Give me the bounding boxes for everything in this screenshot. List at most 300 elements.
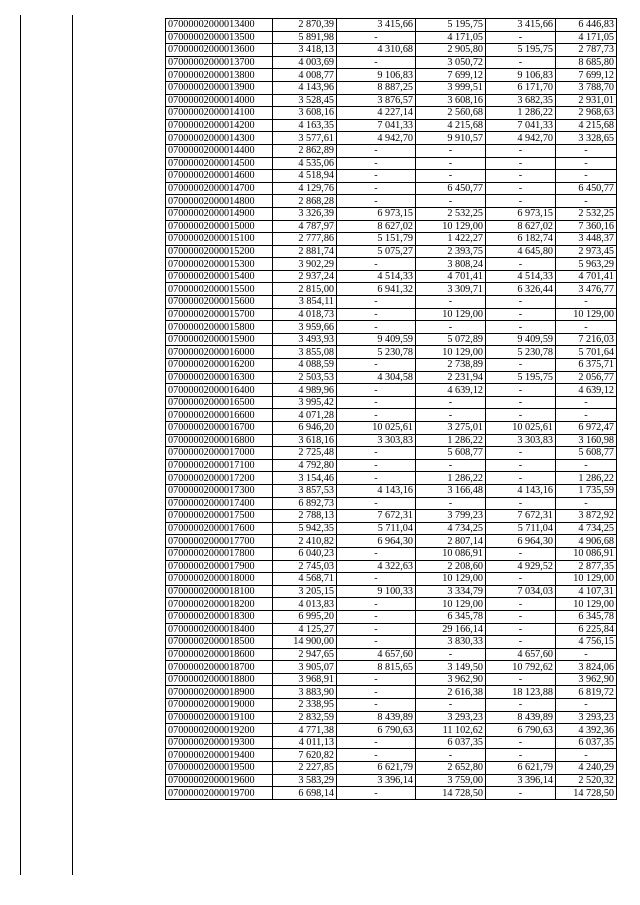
value-cell: 14 728,50 — [556, 787, 617, 800]
value-cell: 6 698,14 — [273, 787, 337, 800]
value-cell: 5 195,75 — [486, 371, 556, 384]
table-row — [166, 333, 617, 346]
table-row — [166, 308, 617, 321]
value-cell: 7 041,33 — [486, 119, 556, 132]
value-cell: 2 881,74 — [273, 245, 337, 258]
value-cell: 6 345,78 — [556, 610, 617, 623]
value-cell: - — [486, 610, 556, 623]
value-cell: 4 906,68 — [556, 535, 617, 548]
value-cell: 5 230,78 — [486, 346, 556, 359]
value-cell: 2 787,73 — [556, 44, 617, 57]
value-cell: 4 163,35 — [273, 119, 337, 132]
table-row — [166, 245, 617, 258]
value-cell: 4 171,05 — [556, 31, 617, 44]
value-cell: 2 937,24 — [273, 270, 337, 283]
value-cell: 8 439,89 — [486, 711, 556, 724]
table-row — [166, 283, 617, 296]
value-cell: - — [337, 749, 416, 762]
value-cell: 7 699,12 — [556, 69, 617, 82]
value-cell: 4 701,41 — [416, 270, 486, 283]
table-row — [166, 472, 617, 485]
value-cell: 2 410,82 — [273, 535, 337, 548]
value-cell: 6 040,23 — [273, 547, 337, 560]
value-cell: 6 171,70 — [486, 81, 556, 94]
value-cell: 3 876,57 — [337, 94, 416, 107]
row-code-cell: 07000002000018500 — [166, 636, 273, 649]
value-cell: - — [486, 673, 556, 686]
table-row — [166, 484, 617, 497]
value-cell: 2 520,32 — [556, 774, 617, 787]
value-cell: - — [486, 598, 556, 611]
value-cell: 2 870,39 — [273, 19, 337, 32]
value-cell: - — [337, 610, 416, 623]
value-cell: - — [337, 623, 416, 636]
value-cell: 4 071,28 — [273, 409, 337, 422]
value-cell: 4 013,83 — [273, 598, 337, 611]
value-cell: 10 129,00 — [416, 573, 486, 586]
value-cell: 3 396,14 — [337, 774, 416, 787]
value-cell: - — [337, 308, 416, 321]
row-code-cell: 07000002000017500 — [166, 510, 273, 523]
value-cell: - — [486, 409, 556, 422]
row-code-cell: 07000002000017900 — [166, 560, 273, 573]
value-cell: - — [337, 31, 416, 44]
value-cell: - — [416, 459, 486, 472]
row-code-cell: 07000002000014600 — [166, 170, 273, 183]
row-code-cell: 07000002000013400 — [166, 19, 273, 32]
row-code-cell: 07000002000014500 — [166, 157, 273, 170]
value-cell: 2 807,14 — [416, 535, 486, 548]
row-code-cell: 07000002000018200 — [166, 598, 273, 611]
value-cell: 6 972,47 — [556, 422, 617, 435]
value-cell: 10 129,00 — [416, 220, 486, 233]
row-code-cell: 07000002000017400 — [166, 497, 273, 510]
value-cell: - — [556, 409, 617, 422]
value-cell: 4 734,25 — [416, 522, 486, 535]
table-row — [166, 170, 617, 183]
value-cell: - — [486, 749, 556, 762]
value-cell: 8 685,80 — [556, 56, 617, 69]
value-cell: - — [337, 396, 416, 409]
value-cell: 2 738,89 — [416, 359, 486, 372]
value-cell: 6 964,30 — [337, 535, 416, 548]
table-row — [166, 610, 617, 623]
value-cell: 4 657,60 — [486, 648, 556, 661]
value-cell: 2 208,60 — [416, 560, 486, 573]
value-cell: 3 682,35 — [486, 94, 556, 107]
value-cell: 14 728,50 — [416, 787, 486, 800]
value-cell: - — [337, 321, 416, 334]
row-code-cell: 07000002000017200 — [166, 472, 273, 485]
table-row — [166, 724, 617, 737]
value-cell: - — [416, 170, 486, 183]
value-cell: 8 627,02 — [337, 220, 416, 233]
value-cell: 3 149,50 — [416, 661, 486, 674]
value-cell: 6 819,72 — [556, 686, 617, 699]
value-cell: - — [416, 144, 486, 157]
value-cell: - — [416, 195, 486, 208]
value-cell: 7 216,03 — [556, 333, 617, 346]
table-row — [166, 207, 617, 220]
value-cell: 10 086,91 — [416, 547, 486, 560]
row-code-cell: 07000002000018800 — [166, 673, 273, 686]
value-cell: - — [337, 144, 416, 157]
value-cell: 3 293,23 — [416, 711, 486, 724]
value-cell: 3 293,23 — [556, 711, 617, 724]
value-cell: - — [486, 636, 556, 649]
row-code-cell: 07000002000013600 — [166, 44, 273, 57]
table-row — [166, 220, 617, 233]
value-cell: - — [337, 686, 416, 699]
table-row — [166, 762, 617, 775]
value-cell: 6 375,71 — [556, 359, 617, 372]
value-cell: - — [337, 170, 416, 183]
table-row — [166, 673, 617, 686]
table-row — [166, 623, 617, 636]
value-cell: - — [556, 699, 617, 712]
value-cell: 3 583,29 — [273, 774, 337, 787]
row-code-cell: 07000002000013500 — [166, 31, 273, 44]
value-cell: 7 034,03 — [486, 585, 556, 598]
table-row — [166, 736, 617, 749]
value-cell: 3 830,33 — [416, 636, 486, 649]
value-cell: - — [337, 258, 416, 271]
value-cell: 10 025,61 — [337, 422, 416, 435]
value-cell: - — [337, 472, 416, 485]
table-row — [166, 182, 617, 195]
row-code-cell: 07000002000014200 — [166, 119, 273, 132]
value-cell: 4 657,60 — [337, 648, 416, 661]
value-cell: 3 618,16 — [273, 434, 337, 447]
value-cell: 4 639,12 — [416, 384, 486, 397]
value-cell: 4 143,96 — [273, 81, 337, 94]
value-cell: 10 129,00 — [556, 598, 617, 611]
value-cell: 5 711,04 — [486, 522, 556, 535]
table-row — [166, 396, 617, 409]
table-row — [166, 409, 617, 422]
value-cell: 5 711,04 — [337, 522, 416, 535]
value-cell: 4 008,77 — [273, 69, 337, 82]
value-cell: 4 514,33 — [486, 270, 556, 283]
row-code-cell: 07000002000017600 — [166, 522, 273, 535]
value-cell: 2 725,48 — [273, 447, 337, 460]
value-cell: - — [486, 258, 556, 271]
table-row — [166, 31, 617, 44]
table-row — [166, 44, 617, 57]
value-cell: - — [486, 736, 556, 749]
value-cell: - — [556, 648, 617, 661]
value-cell: 10 129,00 — [416, 346, 486, 359]
table-row — [166, 585, 617, 598]
value-cell: 7 041,33 — [337, 119, 416, 132]
value-cell: - — [486, 396, 556, 409]
value-cell: 2 973,45 — [556, 245, 617, 258]
value-cell: 2 877,35 — [556, 560, 617, 573]
value-cell: 2 393,75 — [416, 245, 486, 258]
value-cell: 3 050,72 — [416, 56, 486, 69]
value-cell: 3 160,98 — [556, 434, 617, 447]
value-cell: 3 759,00 — [416, 774, 486, 787]
row-code-cell: 07000002000015000 — [166, 220, 273, 233]
table-row — [166, 661, 617, 674]
value-cell: 5 075,27 — [337, 245, 416, 258]
value-cell: - — [486, 384, 556, 397]
value-cell: - — [556, 170, 617, 183]
row-code-cell: 07000002000016800 — [166, 434, 273, 447]
value-cell: 5 072,89 — [416, 333, 486, 346]
value-cell: 5 195,75 — [416, 19, 486, 32]
value-cell: - — [337, 409, 416, 422]
value-cell: 2 931,01 — [556, 94, 617, 107]
table-row — [166, 157, 617, 170]
row-code-cell: 07000002000018900 — [166, 686, 273, 699]
table-row — [166, 459, 617, 472]
value-cell: - — [486, 787, 556, 800]
row-code-cell: 07000002000015900 — [166, 333, 273, 346]
row-code-cell: 07000002000015200 — [166, 245, 273, 258]
value-cell: - — [337, 359, 416, 372]
value-cell: 3 902,29 — [273, 258, 337, 271]
table-row — [166, 195, 617, 208]
value-cell: - — [337, 636, 416, 649]
table-row — [166, 296, 617, 309]
value-cell: 4 756,15 — [556, 636, 617, 649]
value-cell: 2 231,94 — [416, 371, 486, 384]
value-cell: 3 275,01 — [416, 422, 486, 435]
value-cell: 11 102,62 — [416, 724, 486, 737]
value-cell: 4 771,38 — [273, 724, 337, 737]
value-cell: - — [486, 497, 556, 510]
value-cell: - — [416, 396, 486, 409]
table-row — [166, 270, 617, 283]
value-cell: 8 887,25 — [337, 81, 416, 94]
value-cell: 2 338,95 — [273, 699, 337, 712]
value-cell: 3 303,83 — [337, 434, 416, 447]
value-cell: 10 086,91 — [556, 547, 617, 560]
row-code-cell: 07000002000014700 — [166, 182, 273, 195]
value-cell: 4 011,13 — [273, 736, 337, 749]
value-cell: 3 808,24 — [416, 258, 486, 271]
value-cell: 6 345,78 — [416, 610, 486, 623]
table-row — [166, 434, 617, 447]
value-cell: 6 326,44 — [486, 283, 556, 296]
value-cell: 3 968,91 — [273, 673, 337, 686]
value-cell: 4 322,63 — [337, 560, 416, 573]
data-table — [165, 18, 617, 800]
row-code-cell: 07000002000016700 — [166, 422, 273, 435]
value-cell: 4 535,06 — [273, 157, 337, 170]
value-cell: 29 166,14 — [416, 623, 486, 636]
value-cell: - — [486, 321, 556, 334]
value-cell: - — [486, 447, 556, 460]
value-cell: 10 129,00 — [556, 308, 617, 321]
table-row — [166, 119, 617, 132]
value-cell: - — [556, 296, 617, 309]
value-cell: 6 446,83 — [556, 19, 617, 32]
value-cell: 2 868,28 — [273, 195, 337, 208]
value-cell: - — [486, 359, 556, 372]
value-cell: - — [486, 170, 556, 183]
value-cell: 4 129,76 — [273, 182, 337, 195]
value-cell: 3 448,37 — [556, 233, 617, 246]
value-cell: 4 392,36 — [556, 724, 617, 737]
table-row — [166, 535, 617, 548]
row-code-cell: 07000002000016600 — [166, 409, 273, 422]
value-cell: 4 215,68 — [556, 119, 617, 132]
table-row — [166, 699, 617, 712]
value-cell: - — [556, 195, 617, 208]
table-row — [166, 774, 617, 787]
row-code-cell: 07000002000019700 — [166, 787, 273, 800]
row-code-cell: 07000002000013900 — [166, 81, 273, 94]
value-cell: 6 790,63 — [486, 724, 556, 737]
value-cell: - — [486, 31, 556, 44]
value-cell: 3 959,66 — [273, 321, 337, 334]
value-cell: - — [416, 409, 486, 422]
table-row — [166, 422, 617, 435]
value-cell: 1 286,22 — [416, 434, 486, 447]
row-code-cell: 07000002000015500 — [166, 283, 273, 296]
value-cell: 7 620,82 — [273, 749, 337, 762]
row-code-cell: 07000002000015100 — [166, 233, 273, 246]
value-cell: 7 699,12 — [416, 69, 486, 82]
row-code-cell: 07000002000016400 — [166, 384, 273, 397]
value-cell: 3 577,61 — [273, 132, 337, 145]
value-cell: 9 409,59 — [486, 333, 556, 346]
value-cell: 3 476,77 — [556, 283, 617, 296]
value-cell: 1 735,59 — [556, 484, 617, 497]
value-cell: - — [416, 321, 486, 334]
table-row — [166, 359, 617, 372]
value-cell: 4 018,73 — [273, 308, 337, 321]
value-cell: - — [486, 56, 556, 69]
table-row — [166, 522, 617, 535]
value-cell: 2 560,68 — [416, 107, 486, 120]
value-cell: 5 151,79 — [337, 233, 416, 246]
table-row — [166, 648, 617, 661]
value-cell: - — [556, 157, 617, 170]
table-row — [166, 573, 617, 586]
value-cell: - — [556, 144, 617, 157]
table-row — [166, 636, 617, 649]
row-code-cell: 07000002000014400 — [166, 144, 273, 157]
row-code-cell: 07000002000014800 — [166, 195, 273, 208]
table-row — [166, 233, 617, 246]
value-cell: 1 422,27 — [416, 233, 486, 246]
value-cell: 2 968,63 — [556, 107, 617, 120]
value-cell: 5 608,77 — [416, 447, 486, 460]
value-cell: 3 396,14 — [486, 774, 556, 787]
value-cell: - — [337, 195, 416, 208]
table-row — [166, 686, 617, 699]
value-cell: 4 125,27 — [273, 623, 337, 636]
table-row — [166, 447, 617, 460]
value-cell: 2 745,03 — [273, 560, 337, 573]
value-cell: 9 409,59 — [337, 333, 416, 346]
table-row — [166, 510, 617, 523]
data-table-body — [166, 19, 617, 800]
inner-margin-rule — [72, 15, 73, 875]
value-cell: - — [486, 182, 556, 195]
value-cell: 3 493,93 — [273, 333, 337, 346]
row-code-cell: 07000002000017800 — [166, 547, 273, 560]
value-cell: 2 905,80 — [416, 44, 486, 57]
row-code-cell: 07000002000015300 — [166, 258, 273, 271]
value-cell: 6 450,77 — [416, 182, 486, 195]
row-code-cell: 07000002000016200 — [166, 359, 273, 372]
value-cell: 3 608,16 — [416, 94, 486, 107]
value-cell: 3 905,07 — [273, 661, 337, 674]
table-row — [166, 787, 617, 800]
value-cell: 4 143,16 — [337, 484, 416, 497]
value-cell: 5 891,98 — [273, 31, 337, 44]
value-cell: 4 088,59 — [273, 359, 337, 372]
value-cell: 3 415,66 — [486, 19, 556, 32]
table-row — [166, 371, 617, 384]
value-cell: 3 999,51 — [416, 81, 486, 94]
value-cell: 3 799,23 — [416, 510, 486, 523]
table-row — [166, 321, 617, 334]
row-code-cell: 07000002000015400 — [166, 270, 273, 283]
value-cell: 7 360,16 — [556, 220, 617, 233]
row-code-cell: 07000002000016000 — [166, 346, 273, 359]
value-cell: 4 240,29 — [556, 762, 617, 775]
value-cell: - — [337, 699, 416, 712]
value-cell: - — [486, 296, 556, 309]
row-code-cell: 07000002000019600 — [166, 774, 273, 787]
value-cell: - — [486, 623, 556, 636]
value-cell: - — [486, 699, 556, 712]
value-cell: 4 734,25 — [556, 522, 617, 535]
value-cell: 1 286,22 — [486, 107, 556, 120]
row-code-cell: 07000002000018300 — [166, 610, 273, 623]
value-cell: 18 123,88 — [486, 686, 556, 699]
table-row — [166, 384, 617, 397]
table-row — [166, 94, 617, 107]
value-cell: 2 832,59 — [273, 711, 337, 724]
value-cell: - — [337, 384, 416, 397]
value-cell: 4 310,68 — [337, 44, 416, 57]
value-cell: - — [486, 195, 556, 208]
value-cell: 9 106,83 — [337, 69, 416, 82]
row-code-cell: 07000002000018000 — [166, 573, 273, 586]
value-cell: - — [556, 396, 617, 409]
value-cell: 2 777,86 — [273, 233, 337, 246]
row-code-cell: 07000002000015800 — [166, 321, 273, 334]
row-code-cell: 07000002000015600 — [166, 296, 273, 309]
table-row — [166, 19, 617, 32]
row-code-cell: 07000002000018700 — [166, 661, 273, 674]
table-row — [166, 749, 617, 762]
value-cell: - — [486, 472, 556, 485]
value-cell: - — [556, 749, 617, 762]
row-code-cell: 07000002000014900 — [166, 207, 273, 220]
value-cell: 3 872,92 — [556, 510, 617, 523]
value-cell: - — [337, 56, 416, 69]
value-cell: 4 989,96 — [273, 384, 337, 397]
value-cell: 9 106,83 — [486, 69, 556, 82]
value-cell: 8 439,89 — [337, 711, 416, 724]
value-cell: - — [337, 182, 416, 195]
value-cell: 3 854,11 — [273, 296, 337, 309]
value-cell: 6 450,77 — [556, 182, 617, 195]
value-cell: 1 286,22 — [556, 472, 617, 485]
row-code-cell: 07000002000016500 — [166, 396, 273, 409]
value-cell: 3 418,13 — [273, 44, 337, 57]
value-cell: 6 621,79 — [486, 762, 556, 775]
value-cell: 2 532,25 — [556, 207, 617, 220]
value-cell: 2 788,13 — [273, 510, 337, 523]
